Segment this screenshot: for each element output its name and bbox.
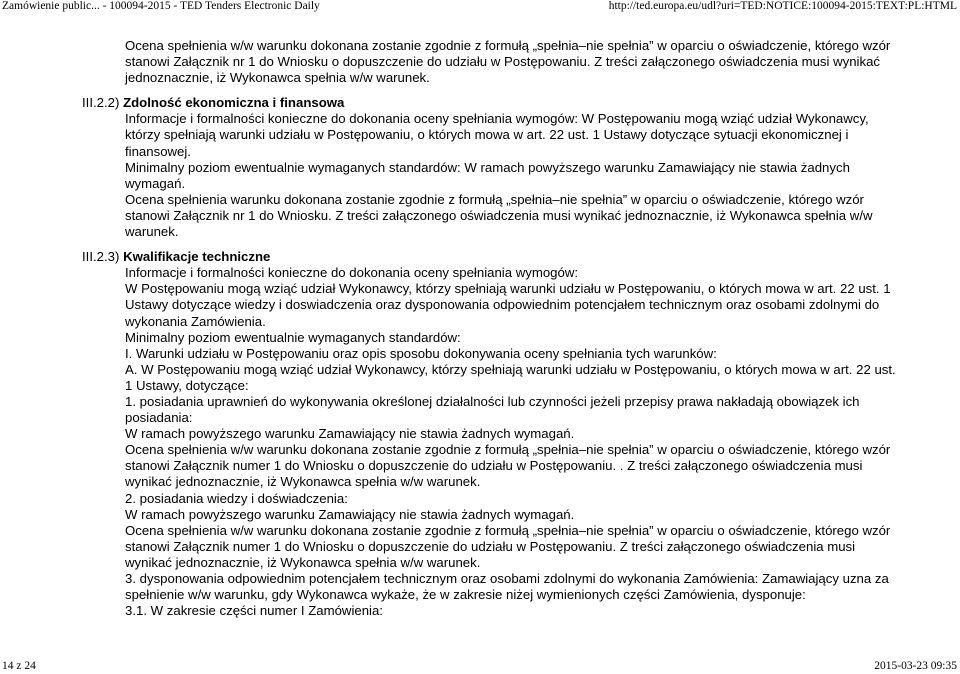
print-footer [0,660,960,674]
paragraph: W ramach powyższego warunku Zamawiający nie stawia żadnych wymagań. [125,506,575,522]
paragraph: Ocena spełnienia w/w warunku dokonana zostanie zgodnie z formułą „spełnia–nie spełnia” w oparciu o oświadczenie, którego wzór stanowi Załącznik numer 1 do Wniosku o dopuszczenie do udziału w Postępowaniu. Z treści załączonego oświadczenia musi wynikać jednoznacznie, iż Wykonawca spełnia w/w warunek. [125,522,891,570]
paragraph: 3.1. W zakresie części numer I Zamówienia: [125,603,383,619]
section-heading [82,249,902,265]
paragraph: W Postępowaniu mogą wziąć udział Wykonawcy, którzy spełniają warunki udziału w Postępowaniu, o których mowa w art. 22 ust. 1 Ustawy dotyczące wiedzy i doswiadczenia oraz dysponowania odpowiednim potencjałem technicznym oraz osobami zdolnymi do wykonania Zamówienia. [125,281,891,329]
paragraph: I. Warunki udziału w Postępowaniu oraz opis sposobu dokonywania oceny spełniania tych warunków: [125,345,717,361]
paragraph: Ocena spełnienia w/w warunku dokonana zostanie zgodnie z formułą „spełnia–nie spełnia” w oparciu o oświadczenie, którego wzór stanowi Załącznik numer 1 do Wniosku o dopuszczenie do udziału w Postępowaniu. . Z treści załączonego oświadczenia musi wynikać jednoznacznie, iż Wykonawca spełnia w/w warunek. [125,442,891,490]
paragraph: A. W Postępowaniu mogą wziąć udział Wykonawcy, którzy spełniają warunki udziału w Postępowaniu, o których mowa w art. 22 ust. 1 Ustawy, dotyczące: [125,361,896,393]
section-iii-2-3 [82,249,902,619]
paragraph: Ocena spełnienia warunku dokonana zostanie zgodnie z formułą „spełnia–nie spełnia” w oparciu o oświadczenie, którego wzór stanowi Załącznik nr 1 do Wniosku. Z treści załączonego oświadczenia musi wynikać jednoznacznie, iż Wykonawca spełnia w/w warunek. [125,191,873,240]
section-body [125,265,902,619]
document-body [82,38,902,619]
paragraph: Informacje i formalności konieczne do dokonania oceny spełniania wymogów: W Postępowaniu mogą wziąć udział Wykonawcy, którzy spełniają warunki udziału w Postępowaniu, o których mowa w art. 22 ust. 1 Ustawy dotyczące sytuacji ekonomicznej i finansowej. [125,111,869,159]
intro-paragraph: Ocena spełnienia w/w warunku dokonana zostanie zgodnie z formułą „spełnia–nie spełnia” w oparciu o oświadczenie, którego wzór stanowi Załącznik nr 1 do Wniosku o dopuszczenie do udziału w Postępowaniu. Z treści załączonego oświadczenia musi wynikać jednoznacznie, iż Wykonawca spełnia w/w warunek. [125,38,891,86]
section-title: Zdolność ekonomiczna i finansowa [123,95,345,111]
section-body [125,111,902,240]
section-iii-2-2 [82,95,902,240]
section-title: Kwalifikacje techniczne [123,249,271,265]
section-number: III.2.3) [82,249,120,265]
intro-block [125,38,902,86]
paragraph: 3. dysponowania odpowiednim potencjałem technicznym oraz osobami zdolnymi do wykonania Zamówienia: Zamawiający uzna za spełnienie w/w warunku, gdy Wykonawca wykaże, że w zakresie niżej wymienionych części Zamówienia, dysponuje: [125,571,889,603]
section-number: III.2.2) [82,95,120,111]
paragraph: Minimalny poziom ewentualnie wymaganych standardów: [125,329,461,345]
section-heading [82,95,902,111]
paragraph: 2. posiadania wiedzy i doświadczenia: [125,490,348,506]
header-page-title: Zamówienie public... - 100094-2015 - TED Tenders Electronic Daily [2,0,320,12]
paragraph: Minimalny poziom ewentualnie wymaganych standardów: W ramach powyższego warunku Zamawiający nie stawia żadnych wymagań. [125,159,850,191]
paragraph: Informacje i formalności konieczne do dokonania oceny spełniania wymogów: [125,265,579,281]
print-header [0,0,960,14]
paragraph: W ramach powyższego warunku Zamawiający nie stawia żadnych wymagań. [125,426,575,442]
header-url: http://ted.europa.eu/udl?uri=TED:NOTICE:100094-2015:TEXT:PL:HTML [608,0,957,12]
print-timestamp: 2015-03-23 09:35 [874,660,957,672]
page-counter: 14 z 24 [2,660,36,672]
paragraph: 1. posiadania uprawnień do wykonywania określonej działalności lub czynności jeżeli przepisy prawa nakładają obowiązek ich posiadania: [125,393,860,426]
